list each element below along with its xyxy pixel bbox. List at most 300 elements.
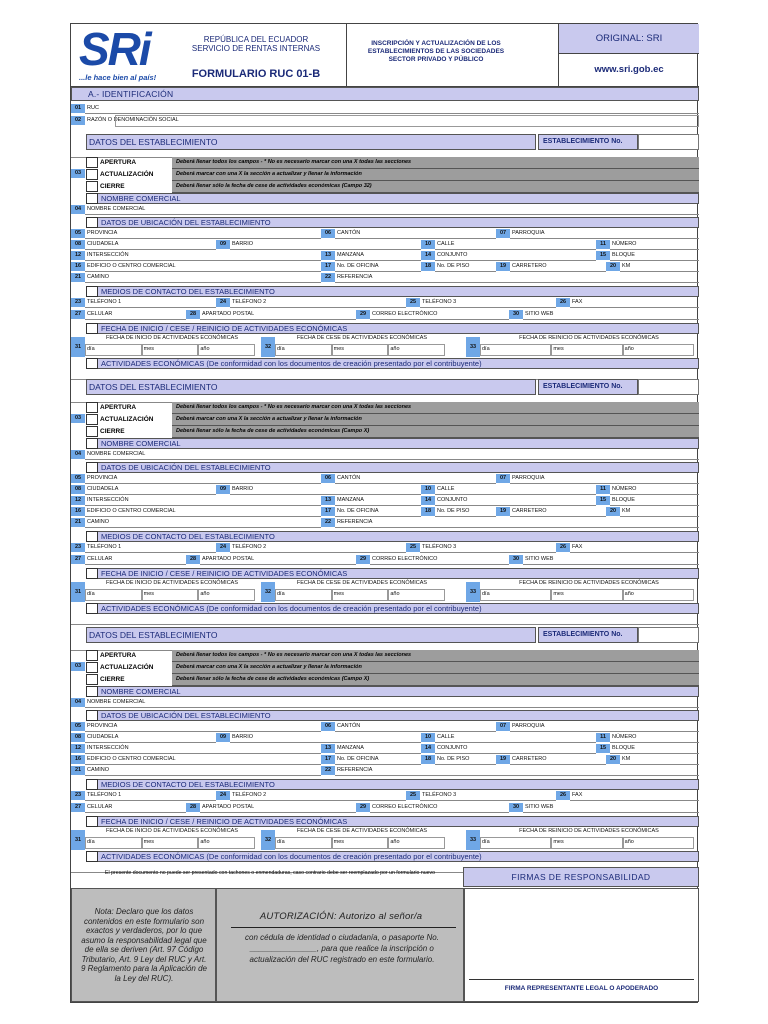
est3-ubic-08-field[interactable] bbox=[85, 733, 216, 743]
est1-fecha-32-mes-field[interactable] bbox=[332, 344, 389, 356]
est3-ubic-06-field[interactable] bbox=[335, 722, 496, 732]
est1-fecha-33-num: 33 bbox=[466, 337, 480, 357]
est1-ubic-05-num: 05 bbox=[71, 229, 85, 238]
est1-contacto-27-field[interactable] bbox=[85, 310, 186, 320]
ruc-form bbox=[70, 23, 698, 1003]
est2-ubic-11-field[interactable] bbox=[610, 485, 699, 495]
est3-ubic-06-num: 06 bbox=[321, 722, 335, 731]
est1-ubic-10-num: 10 bbox=[421, 240, 435, 249]
est1-num-03: 03 bbox=[71, 169, 85, 178]
est2-ubic-10-label: CALLE bbox=[437, 486, 455, 492]
est2-contacto-27-num: 27 bbox=[71, 555, 85, 564]
est1-fecha-33-dia: día bbox=[482, 346, 490, 352]
est2-ubic-22-label: REFERENCIA bbox=[337, 519, 373, 525]
est2-fecha-33-mes: mes bbox=[553, 591, 564, 597]
est2-nombre-comercial-field-num: 04 bbox=[71, 450, 85, 459]
est2-ubic-16-label: EDIFICIO O CENTRO COMERCIAL bbox=[87, 508, 176, 514]
est3-fecha-32-anio-field[interactable] bbox=[388, 837, 445, 849]
est1-ubic-17-num: 17 bbox=[321, 262, 335, 271]
est2-ubic-05-field[interactable] bbox=[85, 474, 321, 484]
est2-ubic-17-label: No. DE OFICINA bbox=[337, 508, 379, 514]
est2-option-0-checkbox[interactable] bbox=[86, 402, 98, 413]
est1-fecha-32-dia-field[interactable] bbox=[275, 344, 332, 356]
est3-ubic-10-num: 10 bbox=[421, 733, 435, 742]
est2-fecha-33-anio-field[interactable] bbox=[623, 589, 694, 601]
form-description: INSCRIPCIÓN Y ACTUALIZACIÓN DE LOS ESTABLECIMIENTOS DE LAS SOCIEDADES SECTOR PRIVADO Y PÚBLICO bbox=[367, 40, 505, 63]
est3-option-1-checkbox[interactable] bbox=[86, 662, 98, 673]
est2-ubic-10-field[interactable] bbox=[435, 485, 596, 495]
est2-fecha-31-dia: día bbox=[87, 591, 95, 597]
identificacion-title: A.- IDENTIFICACIÓN bbox=[88, 89, 174, 99]
est2-ubic-13-field[interactable] bbox=[335, 496, 421, 506]
est1-ubic-17-field[interactable] bbox=[335, 262, 421, 272]
est2-ubic-11-label: NÚMERO bbox=[612, 486, 637, 492]
est3-contacto-checkbox[interactable] bbox=[86, 779, 98, 790]
est2-ubic-06-field[interactable] bbox=[335, 474, 496, 484]
est2-contacto-30-label: SITIO WEB bbox=[525, 556, 554, 562]
est1-est-no-field[interactable] bbox=[638, 134, 699, 150]
est3-ubicacion-checkbox[interactable] bbox=[86, 710, 98, 721]
est2-est-no-field[interactable] bbox=[638, 379, 699, 395]
est3-ubic-08-label: CIUDADELA bbox=[87, 734, 119, 740]
est3-ubic-19-label: CARRETERO bbox=[512, 756, 547, 762]
form-header bbox=[71, 24, 699, 87]
est2-ubic-19-field[interactable] bbox=[510, 507, 606, 517]
est3-ubic-13-label: MANZANA bbox=[337, 745, 364, 751]
est1-ubic-22-num: 22 bbox=[321, 273, 335, 282]
est3-actividades-checkbox[interactable] bbox=[86, 851, 98, 862]
est2-contacto-25-field[interactable] bbox=[420, 543, 556, 553]
firma-rep-label: FIRMA REPRESENTANTE LEGAL O APODERADO bbox=[504, 985, 659, 992]
est2-contacto-26-num: 26 bbox=[556, 543, 570, 552]
est2-actividades-checkbox[interactable] bbox=[86, 603, 98, 614]
est3-fechas-checkbox[interactable] bbox=[86, 816, 98, 827]
est3-est-no-field[interactable] bbox=[638, 627, 699, 643]
est2-ubic-19-num: 19 bbox=[496, 507, 510, 516]
est3-ubic-16-label: EDIFICIO O CENTRO COMERCIAL bbox=[87, 756, 176, 762]
est2-fecha-33-dia-field[interactable] bbox=[480, 589, 551, 601]
est3-ubic-17-field[interactable] bbox=[335, 755, 421, 765]
est3-ubic-13-field[interactable] bbox=[335, 744, 421, 754]
est1-ubic-12-field[interactable] bbox=[85, 251, 321, 261]
est3-contacto-25-num: 25 bbox=[406, 791, 420, 800]
est3-fecha-32-dia-field[interactable] bbox=[275, 837, 332, 849]
est3-ubic-11-field[interactable] bbox=[610, 733, 699, 743]
ruc-label: RUC bbox=[87, 105, 99, 111]
est1-ubic-15-num: 15 bbox=[596, 251, 610, 260]
est3-ubic-07-field[interactable] bbox=[510, 722, 699, 732]
est1-fecha-33-dia-field[interactable] bbox=[480, 344, 551, 356]
est3-fecha-31-mes-field[interactable] bbox=[142, 837, 199, 849]
servicio-label: SERVICIO DE RENTAS INTERNAS bbox=[191, 44, 321, 53]
est3-num-03: 03 bbox=[71, 662, 85, 671]
est2-contacto-29-field[interactable] bbox=[370, 555, 509, 565]
est1-fecha-32-anio-field[interactable] bbox=[388, 344, 445, 356]
est1-fechas-title: FECHA DE INICIO / CESE / REINICIO DE ACTIVIDADES ECONÓMICAS bbox=[101, 324, 348, 333]
est1-ubic-16-label: EDIFICIO O CENTRO COMERCIAL bbox=[87, 263, 176, 269]
est1-option-0-checkbox[interactable] bbox=[86, 157, 98, 168]
est1-contacto-25-field[interactable] bbox=[420, 298, 556, 308]
est1-fecha-31-num: 31 bbox=[71, 337, 85, 357]
est2-ubic-14-field[interactable] bbox=[435, 496, 596, 506]
est1-ubic-14-num: 14 bbox=[421, 251, 435, 260]
sri-logo-text: SRi bbox=[79, 23, 150, 75]
est3-ubic-05-field[interactable] bbox=[85, 722, 321, 732]
est3-fecha-31-num: 31 bbox=[71, 830, 85, 850]
est1-ubic-07-num: 07 bbox=[496, 229, 510, 238]
est2-ubic-21-field[interactable] bbox=[85, 518, 321, 528]
est2-fecha-32-mes-field[interactable] bbox=[332, 589, 389, 601]
est2-option-1-instr: Deberá marcar con una X la sección a actualizar y llenar la información bbox=[172, 414, 699, 426]
est1-option-2-checkbox[interactable] bbox=[86, 181, 98, 192]
est1-contacto-24-label: TELÉFONO 2 bbox=[232, 299, 267, 305]
est2-fecha-31-dia-field[interactable] bbox=[85, 589, 142, 601]
est3-ubic-16-num: 16 bbox=[71, 755, 85, 764]
est2-option-2-instr: Deberá llenar sólo la fecha de cese de actividades económicas (Campo X) bbox=[172, 426, 699, 438]
est1-ubic-22-label: REFERENCIA bbox=[337, 274, 373, 280]
est1-ubic-13-field[interactable] bbox=[335, 251, 421, 261]
est1-option-2-label: CIERRE bbox=[100, 183, 125, 190]
est2-ubic-18-num: 18 bbox=[421, 507, 435, 516]
est1-contacto-25-label: TELÉFONO 3 bbox=[422, 299, 457, 305]
est2-contacto-checkbox[interactable] bbox=[86, 531, 98, 542]
est1-contacto-23-field[interactable] bbox=[85, 298, 216, 308]
razon-social-field[interactable] bbox=[115, 115, 699, 127]
est3-ubic-19-field[interactable] bbox=[510, 755, 606, 765]
sri-logo bbox=[79, 23, 179, 84]
est3-contacto-24-num: 24 bbox=[216, 791, 230, 800]
est3-ubic-12-field[interactable] bbox=[85, 744, 321, 754]
est3-fecha-33-dia-field[interactable] bbox=[480, 837, 551, 849]
est3-contacto-27-label: CELULAR bbox=[87, 804, 113, 810]
est1-ubic-05-field[interactable] bbox=[85, 229, 321, 239]
est3-option-2-label: CIERRE bbox=[100, 676, 125, 683]
est2-contacto-24-field[interactable] bbox=[230, 543, 406, 553]
est2-ubic-13-num: 13 bbox=[321, 496, 335, 505]
est3-ubic-20-field[interactable] bbox=[620, 755, 699, 765]
est2-fecha-32-anio: año bbox=[390, 591, 400, 597]
est2-nombre-comercial-field-field[interactable] bbox=[85, 450, 699, 460]
est3-fecha-33-mes: mes bbox=[553, 839, 564, 845]
est2-ubic-12-field[interactable] bbox=[85, 496, 321, 506]
est2-ubic-05-label: PROVINCIA bbox=[87, 475, 118, 481]
est3-fecha-32-anio: año bbox=[390, 839, 400, 845]
est2-ubic-22-field[interactable] bbox=[335, 518, 699, 528]
est1-ubic-09-num: 09 bbox=[216, 240, 230, 249]
est3-ubic-18-num: 18 bbox=[421, 755, 435, 764]
est2-contacto-23-field[interactable] bbox=[85, 543, 216, 553]
est1-contacto-26-field[interactable] bbox=[570, 298, 699, 308]
est1-ubic-08-label: CIUDADELA bbox=[87, 241, 119, 247]
est2-option-1-label: ACTUALIZACIÓN bbox=[100, 416, 154, 423]
est1-ubic-16-num: 16 bbox=[71, 262, 85, 271]
est3-nombre-comercial-field-label: NOMBRE COMERCIAL bbox=[87, 699, 146, 705]
est1-contacto-24-num: 24 bbox=[216, 298, 230, 307]
est3-option-0-label: APERTURA bbox=[100, 652, 137, 659]
est2-ubicacion-checkbox[interactable] bbox=[86, 462, 98, 473]
est1-fecha-31-mes-field[interactable] bbox=[142, 344, 199, 356]
est1-ubic-09-label: BARRIO bbox=[232, 241, 254, 247]
est1-ubic-07-label: PARROQUIA bbox=[512, 230, 545, 236]
est2-ubic-07-label: PARROQUIA bbox=[512, 475, 545, 481]
est2-ubic-12-label: INTERSECCIÓN bbox=[87, 497, 129, 503]
est2-fecha-33-label: FECHA DE REINICIO DE ACTIVIDADES ECONÓMICAS bbox=[519, 580, 659, 586]
est2-ubic-12-num: 12 bbox=[71, 496, 85, 505]
est2-ubic-17-field[interactable] bbox=[335, 507, 421, 517]
est3-ubic-11-label: NÚMERO bbox=[612, 734, 637, 740]
est2-ubic-14-label: CONJUNTO bbox=[437, 497, 468, 503]
est1-ubic-07-field[interactable] bbox=[510, 229, 699, 239]
est3-contacto-27-num: 27 bbox=[71, 803, 85, 812]
est2-ubic-09-label: BARRIO bbox=[232, 486, 254, 492]
est1-fecha-31-mes: mes bbox=[143, 346, 155, 352]
est3-contacto-24-field[interactable] bbox=[230, 791, 406, 801]
est2-fecha-31-anio-field[interactable] bbox=[198, 589, 255, 601]
est1-ubic-08-field[interactable] bbox=[85, 240, 216, 250]
field-num-02: 02 bbox=[71, 116, 85, 125]
est3-contacto-28-num: 28 bbox=[186, 803, 200, 812]
est3-fecha-31-mes: mes bbox=[143, 839, 155, 845]
est3-option-2-checkbox[interactable] bbox=[86, 674, 98, 685]
est2-ubic-06-num: 06 bbox=[321, 474, 335, 483]
est1-option-0-instr: Deberá llenar todos los campos - * No es necesario marcar con una X todas las secciones bbox=[172, 157, 699, 169]
est1-contacto-30-num: 30 bbox=[509, 310, 523, 319]
est3-ubic-13-num: 13 bbox=[321, 744, 335, 753]
est1-contacto-28-field[interactable] bbox=[200, 310, 356, 320]
est2-contacto-27-field[interactable] bbox=[85, 555, 186, 565]
est2-ubic-15-label: BLOQUE bbox=[612, 497, 635, 503]
est1-fecha-32-anio: año bbox=[390, 346, 400, 352]
est1-ubic-10-label: CALLE bbox=[437, 241, 455, 247]
est1-contacto-28-num: 28 bbox=[186, 310, 200, 319]
declaration-note: Nota: Declaro que los datos contenidos en este formulario son exactos y verdaderos, por lo que asumo la responsabilidad legal que de ella se deriven (Art. 97 Código Tributario, Art. 9 Ley del RUC y Art. 9 Reglamento para la Aplicación de la Ley del RUC). bbox=[80, 907, 207, 983]
est3-fecha-31-label: FECHA DE INICIO DE ACTIVIDADES ECONÓMICAS bbox=[105, 828, 239, 834]
est2-est-no-label: ESTABLECIMIENTO No. bbox=[543, 383, 623, 390]
est3-ubic-14-field[interactable] bbox=[435, 744, 596, 754]
authorization-text: con cédula de identidad o ciudadanía, o pasaporte No. _______________, para que realice la inscripción o actualización del RUC registrado en este formulario. bbox=[245, 933, 439, 964]
est3-option-0-checkbox[interactable] bbox=[86, 650, 98, 661]
est3-ubic-05-num: 05 bbox=[71, 722, 85, 731]
est1-ubic-22-field[interactable] bbox=[335, 273, 699, 283]
est3-contacto-30-field[interactable] bbox=[523, 803, 699, 813]
est1-ubic-06-field[interactable] bbox=[335, 229, 496, 239]
est3-contacto-28-field[interactable] bbox=[200, 803, 356, 813]
est3-fecha-32-mes-field[interactable] bbox=[332, 837, 389, 849]
est2-contacto-27-label: CELULAR bbox=[87, 556, 113, 562]
est3-actividades-title: ACTIVIDADES ECONÓMICAS (De conformidad con los documentos de creación presentado por el contribuyente) bbox=[101, 852, 482, 861]
est2-ubic-07-field[interactable] bbox=[510, 474, 699, 484]
est2-contacto-23-num: 23 bbox=[71, 543, 85, 552]
est1-fechas-checkbox[interactable] bbox=[86, 323, 98, 334]
est3-fecha-31-dia-field[interactable] bbox=[85, 837, 142, 849]
est1-contacto-30-field[interactable] bbox=[523, 310, 699, 320]
est2-ubic-08-label: CIUDADELA bbox=[87, 486, 119, 492]
est1-contacto-29-field[interactable] bbox=[370, 310, 509, 320]
est1-ubic-09-field[interactable] bbox=[230, 240, 421, 250]
est1-contacto-29-num: 29 bbox=[356, 310, 370, 319]
firmas-label: FIRMAS DE RESPONSABILIDAD bbox=[511, 872, 651, 882]
est3-ubic-10-field[interactable] bbox=[435, 733, 596, 743]
est2-ubic-13-label: MANZANA bbox=[337, 497, 364, 503]
est3-nombre-comercial-field-field[interactable] bbox=[85, 698, 699, 708]
est2-ubic-06-label: CANTÓN bbox=[337, 475, 361, 481]
est1-contacto-checkbox[interactable] bbox=[86, 286, 98, 297]
est3-ubic-12-label: INTERSECCIÓN bbox=[87, 745, 129, 751]
est2-ubic-15-field[interactable] bbox=[610, 496, 699, 506]
est2-actividades-title: ACTIVIDADES ECONÓMICAS (De conformidad con los documentos de creación presentado por el contribuyente) bbox=[101, 604, 482, 613]
est3-option-0-instr: Deberá llenar todos los campos - * No es necesario marcar con una X todas las secciones bbox=[172, 650, 699, 662]
est2-contacto-26-field[interactable] bbox=[570, 543, 699, 553]
est3-ubic-05-label: PROVINCIA bbox=[87, 723, 118, 729]
est1-ubic-10-field[interactable] bbox=[435, 240, 596, 250]
est2-option-1-checkbox[interactable] bbox=[86, 414, 98, 425]
est2-ubic-20-field[interactable] bbox=[620, 507, 699, 517]
est1-contacto-23-label: TELÉFONO 1 bbox=[87, 299, 122, 305]
est2-fecha-32-label: FECHA DE CESE DE ACTIVIDADES ECONÓMICAS bbox=[296, 580, 428, 586]
est1-contacto-30-label: SITIO WEB bbox=[525, 311, 554, 317]
est2-nombre-comercial-checkbox[interactable] bbox=[86, 438, 98, 449]
est2-fecha-32-anio-field[interactable] bbox=[388, 589, 445, 601]
est1-actividades-checkbox[interactable] bbox=[86, 358, 98, 369]
est3-ubic-08-num: 08 bbox=[71, 733, 85, 742]
est1-ubic-20-field[interactable] bbox=[620, 262, 699, 272]
est2-fecha-31-label: FECHA DE INICIO DE ACTIVIDADES ECONÓMICAS bbox=[105, 580, 239, 586]
est1-option-1-label: ACTUALIZACIÓN bbox=[100, 171, 154, 178]
est1-nombre-comercial-title: NOMBRE COMERCIAL bbox=[101, 194, 181, 203]
est1-contacto-29-label: CORREO ELECTRÓNICO bbox=[372, 311, 438, 317]
est3-ubic-07-num: 07 bbox=[496, 722, 510, 731]
est2-fecha-32-dia-field[interactable] bbox=[275, 589, 332, 601]
est1-ubic-11-field[interactable] bbox=[610, 240, 699, 250]
est2-ubic-10-num: 10 bbox=[421, 485, 435, 494]
est3-ubic-21-label: CAMINO bbox=[87, 767, 109, 773]
razon-social-label: RAZÓN O DENOMINACIÓN SOCIAL bbox=[87, 117, 179, 123]
est2-contacto-23-label: TELÉFONO 1 bbox=[87, 544, 122, 550]
est3-option-2-instr: Deberá llenar sólo la fecha de cese de actividades económicas (Campo X) bbox=[172, 674, 699, 686]
est3-nombre-comercial-checkbox[interactable] bbox=[86, 686, 98, 697]
est2-fecha-31-mes-field[interactable] bbox=[142, 589, 199, 601]
est3-contacto-title: MEDIOS DE CONTACTO DEL ESTABLECIMIENTO bbox=[101, 780, 275, 789]
est2-contacto-30-field[interactable] bbox=[523, 555, 699, 565]
est3-fecha-32-label: FECHA DE CESE DE ACTIVIDADES ECONÓMICAS bbox=[296, 828, 428, 834]
est1-ubic-18-field[interactable] bbox=[435, 262, 496, 272]
est3-ubic-11-num: 11 bbox=[596, 733, 610, 742]
est3-fecha-32-mes: mes bbox=[333, 839, 345, 845]
est3-ubic-15-field[interactable] bbox=[610, 744, 699, 754]
est3-fecha-33-num: 33 bbox=[466, 830, 480, 850]
est3-ubic-18-field[interactable] bbox=[435, 755, 496, 765]
est3-ubic-21-field[interactable] bbox=[85, 766, 321, 776]
est2-fechas-checkbox[interactable] bbox=[86, 568, 98, 579]
est3-ubicacion-title: DATOS DE UBICACIÓN DEL ESTABLECIMIENTO bbox=[101, 711, 271, 720]
est1-fecha-33-mes: mes bbox=[553, 346, 564, 352]
est1-ubic-11-label: NÚMERO bbox=[612, 241, 637, 247]
est2-ubic-11-num: 11 bbox=[596, 485, 610, 494]
est1-fecha-31-dia-field[interactable] bbox=[85, 344, 142, 356]
est3-contacto-26-num: 26 bbox=[556, 791, 570, 800]
est3-ubic-22-num: 22 bbox=[321, 766, 335, 775]
est2-ubic-09-field[interactable] bbox=[230, 485, 421, 495]
est3-contacto-25-field[interactable] bbox=[420, 791, 556, 801]
est1-nombre-comercial-checkbox[interactable] bbox=[86, 193, 98, 204]
est2-contacto-28-field[interactable] bbox=[200, 555, 356, 565]
est1-ubic-15-field[interactable] bbox=[610, 251, 699, 261]
est2-ubic-18-field[interactable] bbox=[435, 507, 496, 517]
est3-fecha-31-anio-field[interactable] bbox=[198, 837, 255, 849]
est2-fecha-31-num: 31 bbox=[71, 582, 85, 602]
est2-ubic-18-label: No. DE PISO bbox=[437, 508, 470, 514]
est2-ubic-09-num: 09 bbox=[216, 485, 230, 494]
est1-ubic-21-field[interactable] bbox=[85, 273, 321, 283]
est3-ubic-22-field[interactable] bbox=[335, 766, 699, 776]
est1-ubic-16-field[interactable] bbox=[85, 262, 321, 272]
est3-contacto-26-field[interactable] bbox=[570, 791, 699, 801]
est2-fecha-32-dia: día bbox=[277, 591, 285, 597]
est2-fecha-33-dia: día bbox=[482, 591, 490, 597]
est2-ubic-08-field[interactable] bbox=[85, 485, 216, 495]
est1-contacto-24-field[interactable] bbox=[230, 298, 406, 308]
est2-nombre-comercial-field-label: NOMBRE COMERCIAL bbox=[87, 451, 146, 457]
est1-contacto-26-num: 26 bbox=[556, 298, 570, 307]
est1-nombre-comercial-field-num: 04 bbox=[71, 205, 85, 214]
est3-fecha-31-anio: año bbox=[200, 839, 210, 845]
authorization-title: AUTORIZACIÓN: Autorizo al señor/a bbox=[259, 911, 423, 922]
est2-nombre-comercial-title: NOMBRE COMERCIAL bbox=[101, 439, 181, 448]
est1-contacto-23-num: 23 bbox=[71, 298, 85, 307]
est1-nombre-comercial-field-field[interactable] bbox=[85, 205, 699, 215]
est2-option-2-checkbox[interactable] bbox=[86, 426, 98, 437]
est3-fecha-33-anio-field[interactable] bbox=[623, 837, 694, 849]
est1-ubicacion-checkbox[interactable] bbox=[86, 217, 98, 228]
est3-fecha-32-num: 32 bbox=[261, 830, 275, 850]
est1-fecha-31-dia: día bbox=[87, 346, 95, 352]
est2-ubic-16-field[interactable] bbox=[85, 507, 321, 517]
est1-fecha-33-mes-field[interactable] bbox=[551, 344, 622, 356]
est2-contacto-30-num: 30 bbox=[509, 555, 523, 564]
est1-ubic-14-field[interactable] bbox=[435, 251, 596, 261]
est1-fecha-33-anio-field[interactable] bbox=[623, 344, 694, 356]
est1-ubic-19-field[interactable] bbox=[510, 262, 606, 272]
est2-ubic-21-num: 21 bbox=[71, 518, 85, 527]
est1-ubic-13-label: MANZANA bbox=[337, 252, 364, 258]
est3-option-1-label: ACTUALIZACIÓN bbox=[100, 664, 154, 671]
est1-fecha-33-label: FECHA DE REINICIO DE ACTIVIDADES ECONÓMICAS bbox=[519, 335, 659, 341]
est1-est-no-label: ESTABLECIMIENTO No. bbox=[543, 138, 623, 145]
est3-contacto-27-field[interactable] bbox=[85, 803, 186, 813]
est3-ubic-16-field[interactable] bbox=[85, 755, 321, 765]
footer-note: El presente documento no puede ser presentado con tachones o enmendaduras, caso contrario debe ser reemplazado por un formulario nuevo bbox=[105, 870, 435, 876]
est1-contacto-27-num: 27 bbox=[71, 310, 85, 319]
est3-contacto-23-field[interactable] bbox=[85, 791, 216, 801]
est1-ubic-06-num: 06 bbox=[321, 229, 335, 238]
est3-contacto-30-label: SITIO WEB bbox=[525, 804, 554, 810]
est1-fecha-33-anio: año bbox=[624, 346, 634, 352]
est2-ubic-05-num: 05 bbox=[71, 474, 85, 483]
est3-fecha-33-mes-field[interactable] bbox=[551, 837, 622, 849]
est3-contacto-29-field[interactable] bbox=[370, 803, 509, 813]
est2-actividades-field[interactable] bbox=[71, 614, 699, 625]
est1-option-1-checkbox[interactable] bbox=[86, 169, 98, 180]
est2-fecha-33-mes-field[interactable] bbox=[551, 589, 622, 601]
est3-ubic-09-field[interactable] bbox=[230, 733, 421, 743]
est1-fecha-31-anio-field[interactable] bbox=[198, 344, 255, 356]
est1-header-title: DATOS DEL ESTABLECIMIENTO bbox=[89, 137, 218, 147]
est1-fecha-32-label: FECHA DE CESE DE ACTIVIDADES ECONÓMICAS bbox=[296, 335, 428, 341]
est3-ubic-12-num: 12 bbox=[71, 744, 85, 753]
est2-fecha-31-mes: mes bbox=[143, 591, 155, 597]
est3-ubic-20-num: 20 bbox=[606, 755, 620, 764]
est1-ubic-18-label: No. DE PISO bbox=[437, 263, 470, 269]
